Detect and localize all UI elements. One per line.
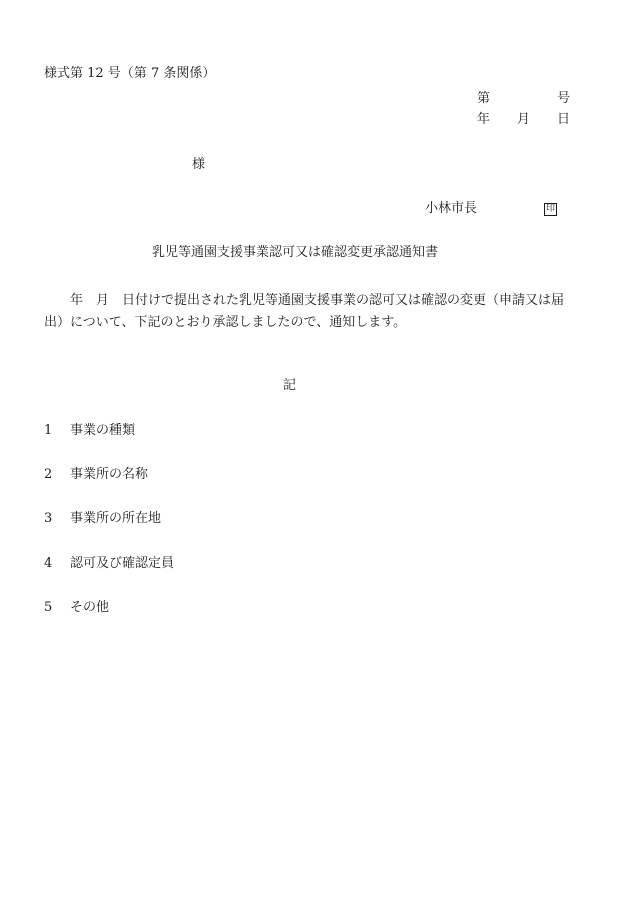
list-item-number: 5 [44,600,53,615]
issuer-name: 小林市長 [425,201,478,216]
list-item [44,556,174,572]
list-item-label: その他 [70,600,110,615]
list-item [44,423,135,439]
list-item-label: 事業の種類 [70,423,136,438]
form-number: 様式第 12 号（第 7 条関係） [44,66,216,81]
doc-number-suffix: 号 [557,91,571,106]
date-month: 月 [517,112,531,127]
doc-number-prefix: 第 [477,91,491,106]
ki-heading: 記 [283,378,297,393]
addressee-honorific: 様 [192,157,206,172]
list-item [44,511,161,527]
list-item-label: 事業所の名称 [70,467,149,482]
date-year: 年 [477,112,491,127]
date-day: 日 [557,112,571,127]
list-item [44,467,148,483]
list-item-number: 4 [44,556,53,571]
list-item [44,600,109,616]
list-item-label: 事業所の所在地 [70,511,162,526]
seal-icon: 印 [545,204,555,214]
list-item-label: 認可及び確認定員 [70,556,175,571]
list-item-number: 2 [44,467,53,482]
list-item-number: 1 [44,423,53,438]
body-paragraph: 年 月 日付けで提出された乳児等通園支援事業の認可又は確認の変更（申請又は届出）について、下記のとおり承認しましたので、通知します。 [44,293,565,330]
document-title: 乳児等通園支援事業認可又は確認変更承認通知書 [152,245,439,260]
list-item-number: 3 [44,511,53,526]
